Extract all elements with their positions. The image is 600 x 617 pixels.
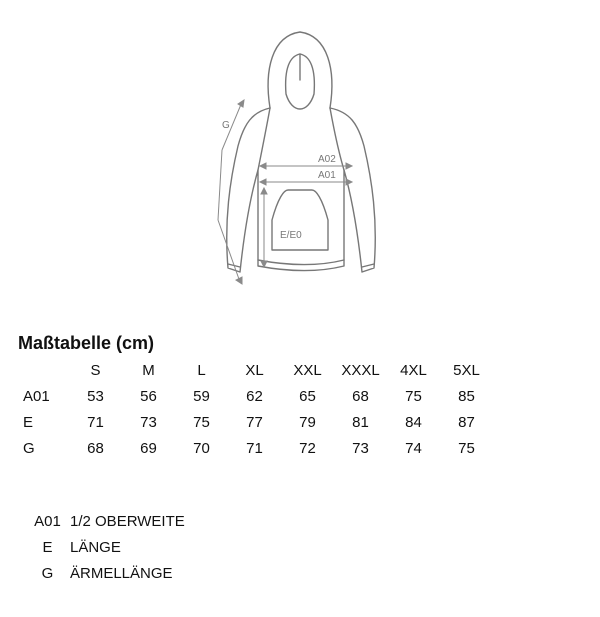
table-cell: 68 <box>87 439 104 457</box>
measurement-legend <box>25 508 185 586</box>
size-header: L <box>197 361 206 379</box>
label-g: G <box>222 120 230 131</box>
table-cell: 62 <box>246 387 263 405</box>
legend-item <box>25 508 185 534</box>
table-cell: 81 <box>352 413 369 431</box>
table-row <box>20 383 493 409</box>
legend-code: G <box>41 564 54 582</box>
table-cell: 65 <box>299 387 316 405</box>
size-header: 5XL <box>453 361 480 379</box>
label-eo: E/E0 <box>280 230 302 241</box>
size-header: S <box>90 361 101 379</box>
size-table-title: Maßtabelle (cm) <box>18 333 155 353</box>
kangaroo-pocket <box>272 190 328 250</box>
label-a02: A02 <box>318 154 336 165</box>
legend-code: A01 <box>34 512 61 530</box>
size-header: XL <box>245 361 264 379</box>
table-cell: 87 <box>458 413 475 431</box>
header-corner <box>20 357 69 383</box>
table-cell: 75 <box>458 439 475 457</box>
size-header: XXXL <box>341 361 380 379</box>
table-cell: 68 <box>352 387 369 405</box>
label-a01: A01 <box>318 170 336 181</box>
legend-item <box>25 534 185 560</box>
table-cell: 75 <box>405 387 422 405</box>
table-cell: 75 <box>193 413 210 431</box>
table-cell: 72 <box>299 439 316 457</box>
size-header: M <box>142 361 155 379</box>
row-label: G <box>23 439 35 457</box>
size-table <box>20 357 493 461</box>
size-header: 4XL <box>400 361 427 379</box>
table-cell: 79 <box>299 413 316 431</box>
table-cell: 70 <box>193 439 210 457</box>
table-cell: 74 <box>405 439 422 457</box>
table-cell: 53 <box>87 387 104 405</box>
table-cell: 59 <box>193 387 210 405</box>
table-cell: 84 <box>405 413 422 431</box>
legend-text: LÄNGE <box>70 538 121 556</box>
table-cell: 85 <box>458 387 475 405</box>
legend-text: 1/2 OBERWEITE <box>70 512 185 530</box>
table-cell: 77 <box>246 413 263 431</box>
legend-code: E <box>42 538 53 556</box>
table-cell: 69 <box>140 439 157 457</box>
legend-text: ÄRMELLÄNGE <box>70 564 173 582</box>
table-cell: 56 <box>140 387 157 405</box>
hoodie-measurement-diagram <box>200 20 400 295</box>
size-header: XXL <box>293 361 322 379</box>
table-cell: 73 <box>140 413 157 431</box>
row-label: E <box>23 413 34 431</box>
table-cell: 73 <box>352 439 369 457</box>
table-row <box>20 409 493 435</box>
size-header-row <box>20 357 493 383</box>
table-row <box>20 435 493 461</box>
legend-item <box>25 560 185 586</box>
row-label: A01 <box>23 387 50 405</box>
table-cell: 71 <box>87 413 104 431</box>
table-cell: 71 <box>246 439 263 457</box>
